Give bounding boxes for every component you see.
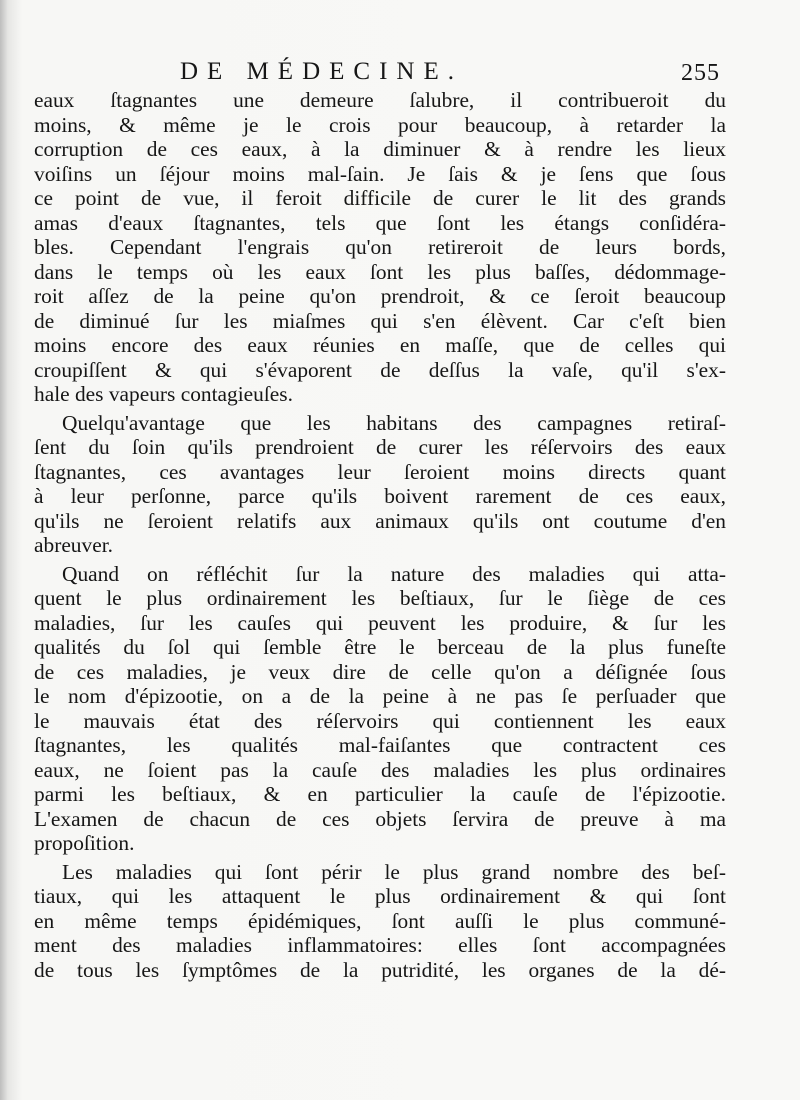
text-line: qu'ils ne ſeroient relatifs aux animaux qu'ils ont coutume d'en (34, 508, 726, 533)
paragraph-2 (34, 411, 726, 558)
text-line: maladies, ſur les cauſes qui peuvent les produire, & ſur les (34, 610, 726, 635)
text-line: ment des maladies inflammatoires: elles ſont accompagnées (34, 933, 726, 957)
text-line: propoſition. (34, 831, 135, 855)
paragraph-3 (34, 562, 726, 856)
text-line: dans le temps où les eaux ſont les plus baſſes, dédommage- (34, 259, 726, 284)
text-line: Quand on réfléchit ſur la nature des maladies qui atta- (62, 561, 726, 586)
text-line: qualités du ſol qui ſemble être le berceau de la plus funeſte (34, 635, 726, 659)
text-line: moins encore des eaux réunies en maſſe, que de celles qui (34, 333, 726, 357)
text-line: à leur perſonne, parce qu'ils boivent rarement de ces eaux, (34, 484, 726, 508)
paragraph-4 (34, 860, 726, 983)
text-line: moins, & même je le crois pour beaucoup, à retarder la (34, 112, 726, 137)
text-line: corruption de ces eaux, à la diminuer & à rendre les lieux (34, 137, 726, 161)
text-line: bles. Cependant l'engrais qu'on retireroit de leurs bords, (34, 235, 726, 259)
text-line: parmi les beſtiaux, & en particulier la cauſe de l'épizootie. (34, 782, 726, 806)
text-line: eaux, ne ſoient pas la cauſe des maladies les plus ordinaires (34, 757, 726, 782)
running-head: DE MÉDECINE. (180, 58, 463, 85)
text-line: ſent du ſoin qu'ils prendroient de curer les réſervoirs des eaux (34, 435, 726, 459)
text-line: amas d'eaux ſtagnantes, tels que ſont les étangs conſidéra- (34, 210, 726, 235)
text-line: de diminué ſur les miaſmes qui s'en élèvent. Car c'eſt bien (34, 308, 726, 333)
text-line: hale des vapeurs contagieuſes. (34, 382, 293, 406)
text-line: abreuver. (34, 533, 113, 557)
paragraph-1 (34, 88, 726, 407)
text-line: ce point de vue, il feroit difficile de curer le lit des grands (34, 186, 726, 210)
text-line: tiaux, qui les attaquent le plus ordinairement & qui ſont (34, 884, 726, 908)
page-number: 255 (681, 60, 720, 86)
text-line: L'examen de chacun de ces objets ſervira de preuve à ma (34, 806, 726, 831)
text-line: le nom d'épizootie, on a de la peine à ne pas ſe perſuader que (34, 684, 726, 708)
text-line: de ces maladies, je veux dire de celle qu'on a déſignée ſous (34, 659, 726, 684)
text-line: le mauvais état des réſervoirs qui contiennent les eaux (34, 708, 726, 733)
body-text (34, 88, 726, 986)
text-line: roit aſſez de la peine qu'on prendroit, & ce ſeroit beaucoup (34, 284, 726, 308)
text-line: eaux ſtagnantes une demeure ſalubre, il contribueroit du (34, 88, 726, 112)
text-line: en même temps épidémiques, ſont auſſi le plus communé- (34, 908, 726, 933)
text-line: ſtagnantes, ces avantages leur ſeroient moins directs quant (34, 459, 726, 484)
text-line: quent le plus ordinairement les beſtiaux, ſur le ſiège de ces (34, 586, 726, 610)
text-line: croupiſſent & qui s'évaporent de deſſus la vaſe, qu'il s'ex- (34, 357, 726, 382)
text-line: Quelqu'avantage que les habitans des campagnes retiraſ- (62, 410, 726, 435)
text-line: Les maladies qui ſont périr le plus grand nombre des beſ- (62, 859, 726, 884)
text-line: voiſins un ſéjour moins mal-ſain. Je ſais & je ſens que ſous (34, 161, 726, 186)
text-line: ſtagnantes, les qualités mal-faiſantes que contractent ces (34, 733, 726, 757)
text-line: de tous les ſymptômes de la putridité, les organes de la dé- (34, 957, 726, 982)
